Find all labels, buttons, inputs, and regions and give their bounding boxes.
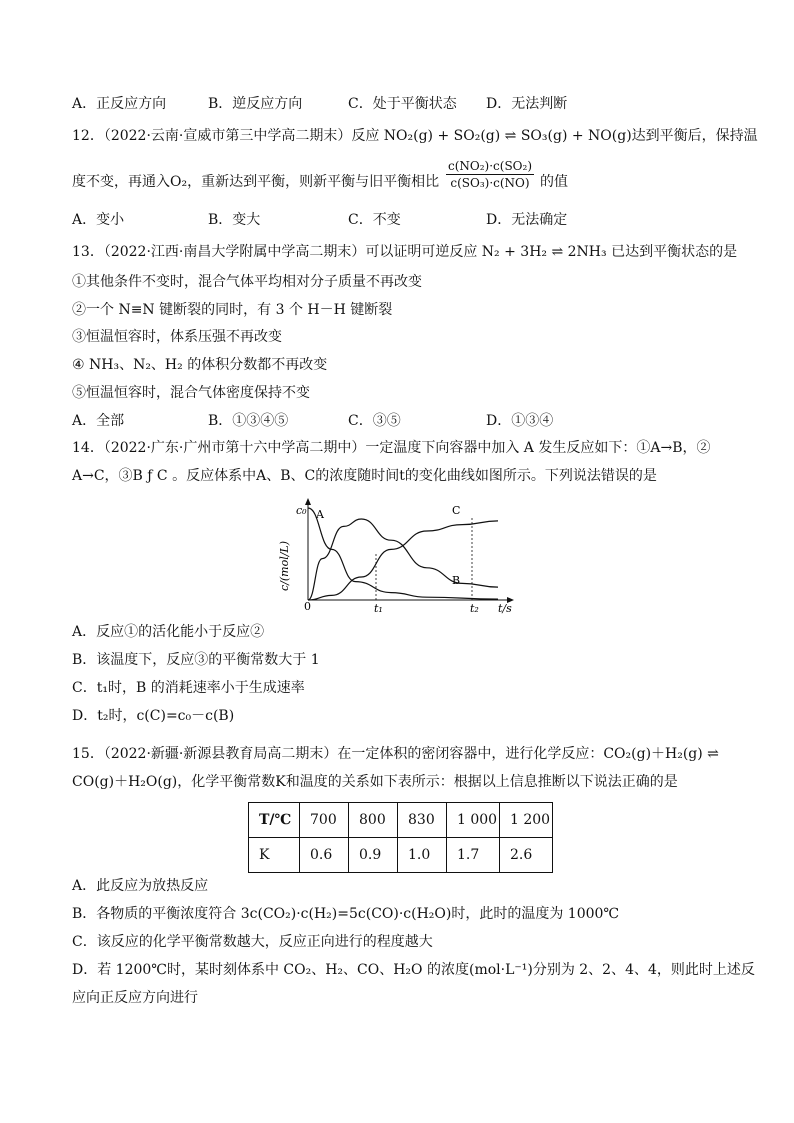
chart-series-group [308,508,498,600]
q13-item-2: ②一个 N≡N 键断裂的同时，有 3 个 H－H 键断裂 [72,302,393,318]
table-cell: 830 [398,803,447,838]
series-label-a: A [316,508,324,521]
q11-option-a: A．正反应方向 [72,96,167,112]
table-cell: 1.0 [398,838,447,873]
q12-option-d: D．无法确定 [486,212,568,228]
y-axis-label: c/(mol/L) [278,540,291,592]
x-axis-label: t/s [498,602,512,615]
q12-fraction-denominator: c(SO₃)·c(NO) [450,176,530,190]
q12-fraction [446,158,534,191]
q12-option-b: B．变大 [208,212,261,228]
q15-option-b: B．各物质的平衡浓度符合 3c(CO₂)·c(H₂)=5c(CO)·c(H₂O)时，此时的温度为 1000℃ [72,906,620,922]
table-cell: 700 [300,803,349,838]
series-label-b: B [452,574,461,587]
series-label-c: C [452,504,461,517]
q12-stem-line1: 12．（2022·云南·宣威市第三中学高二期末）反应 NO₂(g) + SO₂(g) ⇌ SO₃(g) + NO(g)达到平衡后，保持温 [72,128,758,144]
table-cell: 2.6 [500,838,553,873]
q14-option-c: C．t₁时，B 的消耗速率小于生成速率 [72,680,305,696]
q12-stem-prefix: 度不变，再通入O₂，重新达到平衡，则新平衡与旧平衡相比 [72,174,440,190]
q12-fraction-numerator: c(NO₂)·c(SO₂) [448,159,532,173]
q13-item-5: ⑤恒温恒容时，混合气体密度保持不变 [72,385,310,401]
q15-stem-line1: 15．（2022·新疆·新源县教育局高二期末）在一定体积的密闭容器中，进行化学反应：CO₂(g)＋H₂(g) ⇌ [72,746,719,762]
table-row-temperature [249,803,553,838]
q14-stem-line1: 14．（2022·广东·广州市第十六中学高二期中）一定温度下向容器中加入 A 发生反应如下：①A→B，② [72,440,711,456]
table-row-k [249,838,553,873]
q12-option-a: A．变小 [72,212,125,228]
q14-option-b: B．该温度下，反应③的平衡常数大于 1 [72,652,320,668]
q13-stem: 13．（2022·江西·南昌大学附属中学高二期末）可以证明可逆反应 N₂ + 3H₂ ⇌ 2NH₃ 已达到平衡状态的是 [72,244,738,260]
q13-option-a: A．全部 [72,413,125,429]
q13-option-b: B．①③④⑤ [208,413,289,429]
q13-item-3: ③恒温恒容时，体系压强不再改变 [72,329,282,345]
q13-option-d: D．①③④ [486,413,554,429]
table-cell: 1 200 [500,803,553,838]
table-cell: 1.7 [447,838,500,873]
q15-option-c: C．该反应的化学平衡常数越大，反应正向进行的程度越大 [72,934,433,950]
table-cell: 0.9 [349,838,398,873]
series-line-b [308,519,498,600]
q13-option-c: C．③⑤ [348,413,401,429]
q15-option-d-continued: 应向正反应方向进行 [72,990,198,1006]
q14-concentration-chart [280,496,520,620]
q15-option-a: A．此反应为放热反应 [72,878,209,894]
table-cell: K [249,838,300,873]
table-cell: 800 [349,803,398,838]
q12-stem-suffix: 的值 [540,174,568,190]
table-cell: 1 000 [447,803,500,838]
q13-item-4: ④ NH₃、N₂、H₂ 的体积分数都不再改变 [72,357,328,373]
x-tick-label-0: 0 [304,600,311,613]
q13-item-1: ①其他条件不变时，混合气体平均相对分子质量不再改变 [72,274,422,290]
q12-stem-line2 [72,172,439,192]
series-line-a [308,508,498,599]
x-tick-label-t1: t₁ [374,602,383,615]
q14-option-d: D．t₂时，c(C)=c₀－c(B) [72,708,235,724]
table-cell: T/℃ [249,803,300,838]
q11-option-d: D．无法判断 [486,96,568,112]
table-cell: 0.6 [300,838,349,873]
q14-option-a: A．反应①的活化能小于反应② [72,624,265,640]
q12-option-c: C．不变 [348,212,401,228]
y-tick-label-c0: c₀ [296,504,307,517]
x-tick-label-t2: t₂ [470,602,479,615]
q14-stem-line2: A→C，③B ƒ C 。反应体系中A、B、C的浓度随时间t的变化曲线如图所示。下列说法错误的是 [72,468,657,484]
q11-option-c: C．处于平衡状态 [348,96,457,112]
q15-option-d: D．若 1200℃时，某时刻体系中 CO₂、H₂、CO、H₂O 的浓度(mol·L⁻¹)分别为 2、2、4、4，则此时上述反 [72,962,755,978]
q15-k-temperature-table [248,802,553,873]
q15-stem-line2: CO(g)＋H₂O(g)，化学平衡常数K和温度的关系如下表所示：根据以上信息推断以下说法正确的是 [72,774,678,790]
q11-option-b: B．逆反应方向 [208,96,303,112]
